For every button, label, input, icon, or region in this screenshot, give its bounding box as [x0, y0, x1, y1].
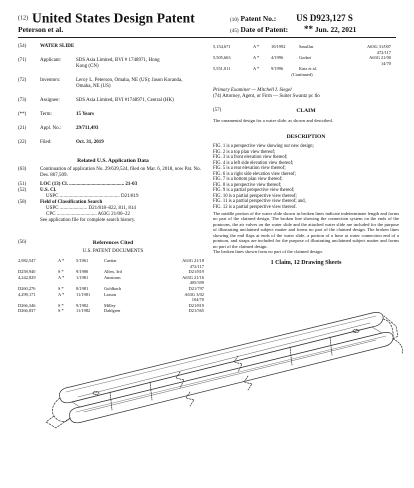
description-title: DESCRIPTION [286, 134, 326, 140]
table-row: 104/70 [191, 297, 204, 303]
table-row: 405/399 [189, 280, 204, 286]
references-title: References Cited [92, 240, 134, 246]
fig-line: FIG. 8 is a perspective view thereof; [213, 182, 282, 188]
references-subtitle: U.S. PATENT DOCUMENTS [82, 249, 144, 254]
biblio-inventors-row: (72) Inventors: Leroy L. Peterson, Omaha, NE (US); Jason Koranda, Omaha, NE (US) [18, 78, 183, 89]
related-item: USPC ...................... D21/818–822, 811, 814 [46, 206, 136, 211]
biblio-applicant-row: (71) Applicant: SDS Asia Limited, BVI # 1748971, Hong Kong (CN) [18, 58, 160, 69]
patent-number: US D923,127 S [296, 13, 353, 23]
code-12: (12) [18, 15, 28, 22]
related-item: (58) Field of Classification Search [18, 200, 103, 205]
end-flap [46, 416, 70, 428]
strap [110, 392, 112, 410]
fig-line: FIG. 9 is a partial perspective view thereof; [213, 188, 295, 194]
fig-line: FIG. 7 is a bottom plan view thereof; [213, 177, 283, 183]
related-title: Related U.S. Application Data [77, 158, 149, 164]
patent-no-label: Patent No.: [240, 14, 277, 23]
fig-line: FIG. 6 is a right side elevation view thereof; [213, 171, 296, 177]
fig-line: FIG. 10 is a partial perspective view thereof; [213, 193, 297, 199]
claim-text: The ornamental design for a water slide, as shown and described. [213, 118, 333, 123]
table-row: 472/117 [376, 49, 391, 55]
table-row: 4,299,171 A * 11/1981 Larson A63G 3/02 [18, 291, 204, 297]
fig-line: FIG. 3 is a front elevation view thereof; [213, 155, 288, 161]
claim-title: CLAIM [296, 108, 316, 114]
invention-title: WATER SLIDE [40, 44, 75, 49]
table-row: D266,346 S * 9/1982 Milley D21/819 [18, 302, 204, 308]
hose [393, 339, 403, 354]
slide-surface-inner [78, 323, 370, 397]
date-stars: ** [304, 24, 313, 34]
break-line [234, 356, 242, 372]
strap [290, 347, 292, 365]
biblio-assignee-row: (73) Assignee: SDS Asia Limited, BVI #1748971, Central (HK) [18, 98, 174, 103]
related-item: (52) U.S. Cl. [18, 188, 57, 193]
fig-line: FIG. 5 is a rear elevation view thereof; [213, 166, 286, 172]
fig-line: FIG. 1 is a perspective view showing our new design; [213, 144, 314, 149]
claims-count: 1 Claim, 12 Drawing Sheets [270, 259, 342, 266]
references-cited: (56) References Cited U.S. PATENT DOCUMENTS [18, 240, 208, 255]
biblio-term-row: (**) Term: 15 Years [18, 112, 95, 117]
end-flap [384, 316, 398, 339]
fig-line: FIG. 11 is a partial perspective view thereof; and, [213, 199, 306, 205]
table-row: (Continued) [291, 71, 313, 77]
slide-surface [72, 327, 382, 407]
primary-examiner: Primary Examiner — Mitchell I. Siegel [213, 88, 292, 93]
related-item: See application file for complete search history. [40, 218, 136, 223]
attorney: (74) Attorney, Agent, or Firm — Suiter Swantz pc llo [213, 94, 320, 99]
table-row: 5,154,671 A * 10/1992 Sasullas A63G 31/007 [213, 44, 391, 49]
table-row: 14/70 [380, 60, 391, 66]
related-item: (51) LOC (13) Cl. ............................................ 21-03 [18, 182, 138, 187]
slide-pontoon-right [69, 332, 393, 422]
doc-type-title: United States Design Patent [32, 10, 195, 26]
table-row: 5,551,011 A * 9/1996 Katz et al. [213, 66, 317, 72]
biblio-filed-row: (22) Filed: Oct. 31, 2019 [18, 140, 104, 145]
related-item: (63) Continuation of application No. 29/639,524, filed on Mar. 6, 2018, now Pat. No. Des. 867,509. [18, 167, 201, 178]
date-label: Date of Patent: [240, 25, 289, 34]
table-row: D260,276 S * 8/1981 Goldbach D21/797 [18, 285, 204, 291]
fig-line: FIG. 12 is a partial perspective view thereof. [213, 205, 297, 211]
table-row: 472/117 [189, 263, 204, 269]
table-row: D266,837 S * 11/1982 Dahlgren D21/565 [18, 308, 204, 314]
table-row: 4,242,829 A * 1/1981 Amstrom A63G 21/16 [18, 274, 204, 280]
patent-date: Jun. 22, 2021 [314, 25, 357, 34]
fig-line: FIG. 2 is a top plan view thereof; [213, 149, 276, 155]
code-45: (45) [230, 28, 239, 34]
biblio-title-row: (54) WATER SLIDE [18, 44, 208, 50]
break-line [244, 376, 252, 390]
table-row: D258,940 S * 9/1980 Allen, 3rd D21/819 [18, 269, 204, 275]
strap [150, 382, 152, 400]
description-paragraph: The middle portion of the water slide shown in broken lines indicate indeterminate length and forms no part of the claimed design. The broken line showing the connection system on the ends of the pontoons, the air valves on the water slide and the attached water slide are included for the purpose of illustrating unclaimed subject matter and forms no part of the claimed design. The broken lines showing the end flaps at ends of the water slide, a portion of a hose at water connection end of a pontoon, and straps are included for the purpose of illustrating unclaimed subject matter and forms no part of the claimed design. [213, 210, 399, 249]
related-item: USPC ................................................ D21/819 [46, 194, 139, 199]
biblio-appl-row: (21) Appl. No.: 29/711,493 [18, 126, 99, 131]
claim-section: (57) CLAIM The ornamental design for a water slide, as shown and described. [213, 108, 399, 124]
code-10: (10) [230, 17, 239, 23]
table-row: 5,505,663 A * 4/1996 Godart A63G 21/00 [213, 55, 391, 61]
inventor-heading: Peterson et al. [18, 25, 64, 34]
slide-surface-inner [84, 340, 376, 412]
fig-line: FIG. 4 is a left side elevation view thereof; [213, 160, 294, 166]
table-row: 2,982,547 A * 5/1961 Caetiar A63G 21/18 [18, 258, 204, 263]
description-paragraph: The broken lines shown form no part of the claimed design. [213, 249, 323, 255]
related-item: CPC ................................ A63G 21/00–22 [46, 212, 131, 217]
end-flap [52, 398, 70, 422]
